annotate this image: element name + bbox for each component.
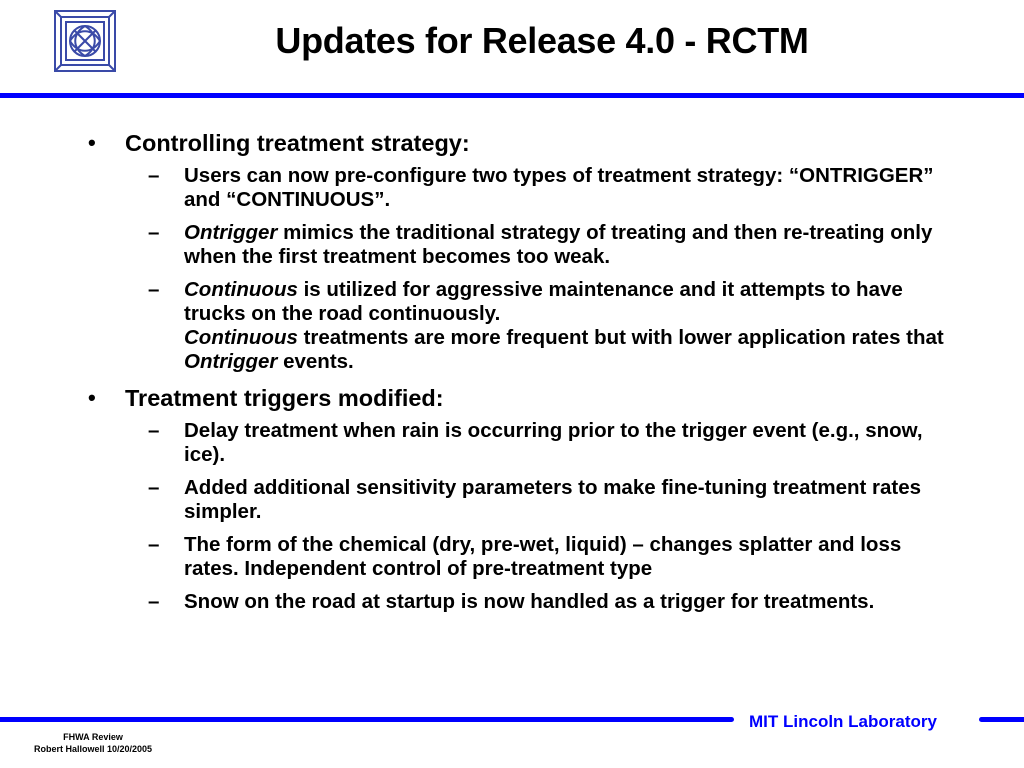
- sub-item: [0, 590, 944, 614]
- dash-icon: –: [148, 221, 160, 244]
- sub-item-text: Snow on the road at startup is now handled as a trigger for treatments.: [184, 590, 875, 613]
- dash-icon: –: [148, 590, 160, 613]
- slide-title: Updates for Release 4.0 - RCTM: [275, 20, 809, 61]
- sub-item-text: Added additional sensitivity parameters to make fine-tuning treatment rates simpler.: [184, 476, 922, 523]
- sub-item-text: treatments are more frequent but with lower application rates that: [297, 326, 944, 349]
- dash-icon: –: [148, 476, 160, 499]
- emphasis-text: Continuous: [184, 326, 298, 349]
- bullet-icon: •: [88, 385, 96, 410]
- sub-item-text: Delay treatment when rain is occurring prior to the trigger event (e.g., snow, ice).: [184, 419, 923, 466]
- lab-name: MIT Lincoln Laboratory: [749, 712, 937, 731]
- sub-item-text: mimics the traditional strategy of treating and then re-treating only when the first treatment becomes too weak.: [184, 221, 933, 268]
- sub-item: [0, 419, 944, 467]
- bottom-divider-right: [979, 717, 1024, 722]
- sub-item: [0, 533, 944, 581]
- sub-list: [0, 419, 1024, 614]
- sub-item-text: The form of the chemical (dry, pre-wet, liquid) – changes splatter and loss rates. Independent control of pre-treatment type: [184, 533, 902, 580]
- sub-list: [0, 164, 1024, 374]
- dash-icon: –: [148, 419, 160, 442]
- emphasis-text: Ontrigger: [184, 221, 278, 244]
- sub-item: [0, 476, 944, 524]
- sub-item: [0, 164, 944, 212]
- dash-icon: –: [148, 533, 160, 556]
- sub-item-text: Users can now pre-configure two types of treatment strategy: “ONTRIGGER” and “CONTINUOUS”.: [184, 164, 934, 211]
- emphasis-text: Ontrigger: [184, 350, 278, 373]
- bullet-icon: •: [88, 130, 96, 155]
- footer-author-date: Robert Hallowell 10/20/2005: [33, 744, 153, 754]
- sub-item: [0, 278, 944, 374]
- dash-icon: –: [148, 164, 160, 187]
- slide-body: [0, 128, 1024, 623]
- sub-item-text: events.: [277, 350, 354, 373]
- footer-event: FHWA Review: [63, 732, 123, 742]
- bullet-item: [0, 128, 1024, 158]
- bullet-text: Treatment triggers modified:: [125, 385, 444, 411]
- sub-item: [0, 221, 944, 269]
- sub-item-text: is utilized for aggressive maintenance and it attempts to have trucks on the road continuously.: [184, 278, 903, 325]
- bottom-divider-left: [0, 717, 734, 722]
- bullet-text: Controlling treatment strategy:: [125, 130, 470, 156]
- dash-icon: –: [148, 278, 160, 301]
- top-divider: [0, 93, 1024, 98]
- bullet-item: [0, 383, 1024, 413]
- emphasis-text: Continuous: [184, 278, 298, 301]
